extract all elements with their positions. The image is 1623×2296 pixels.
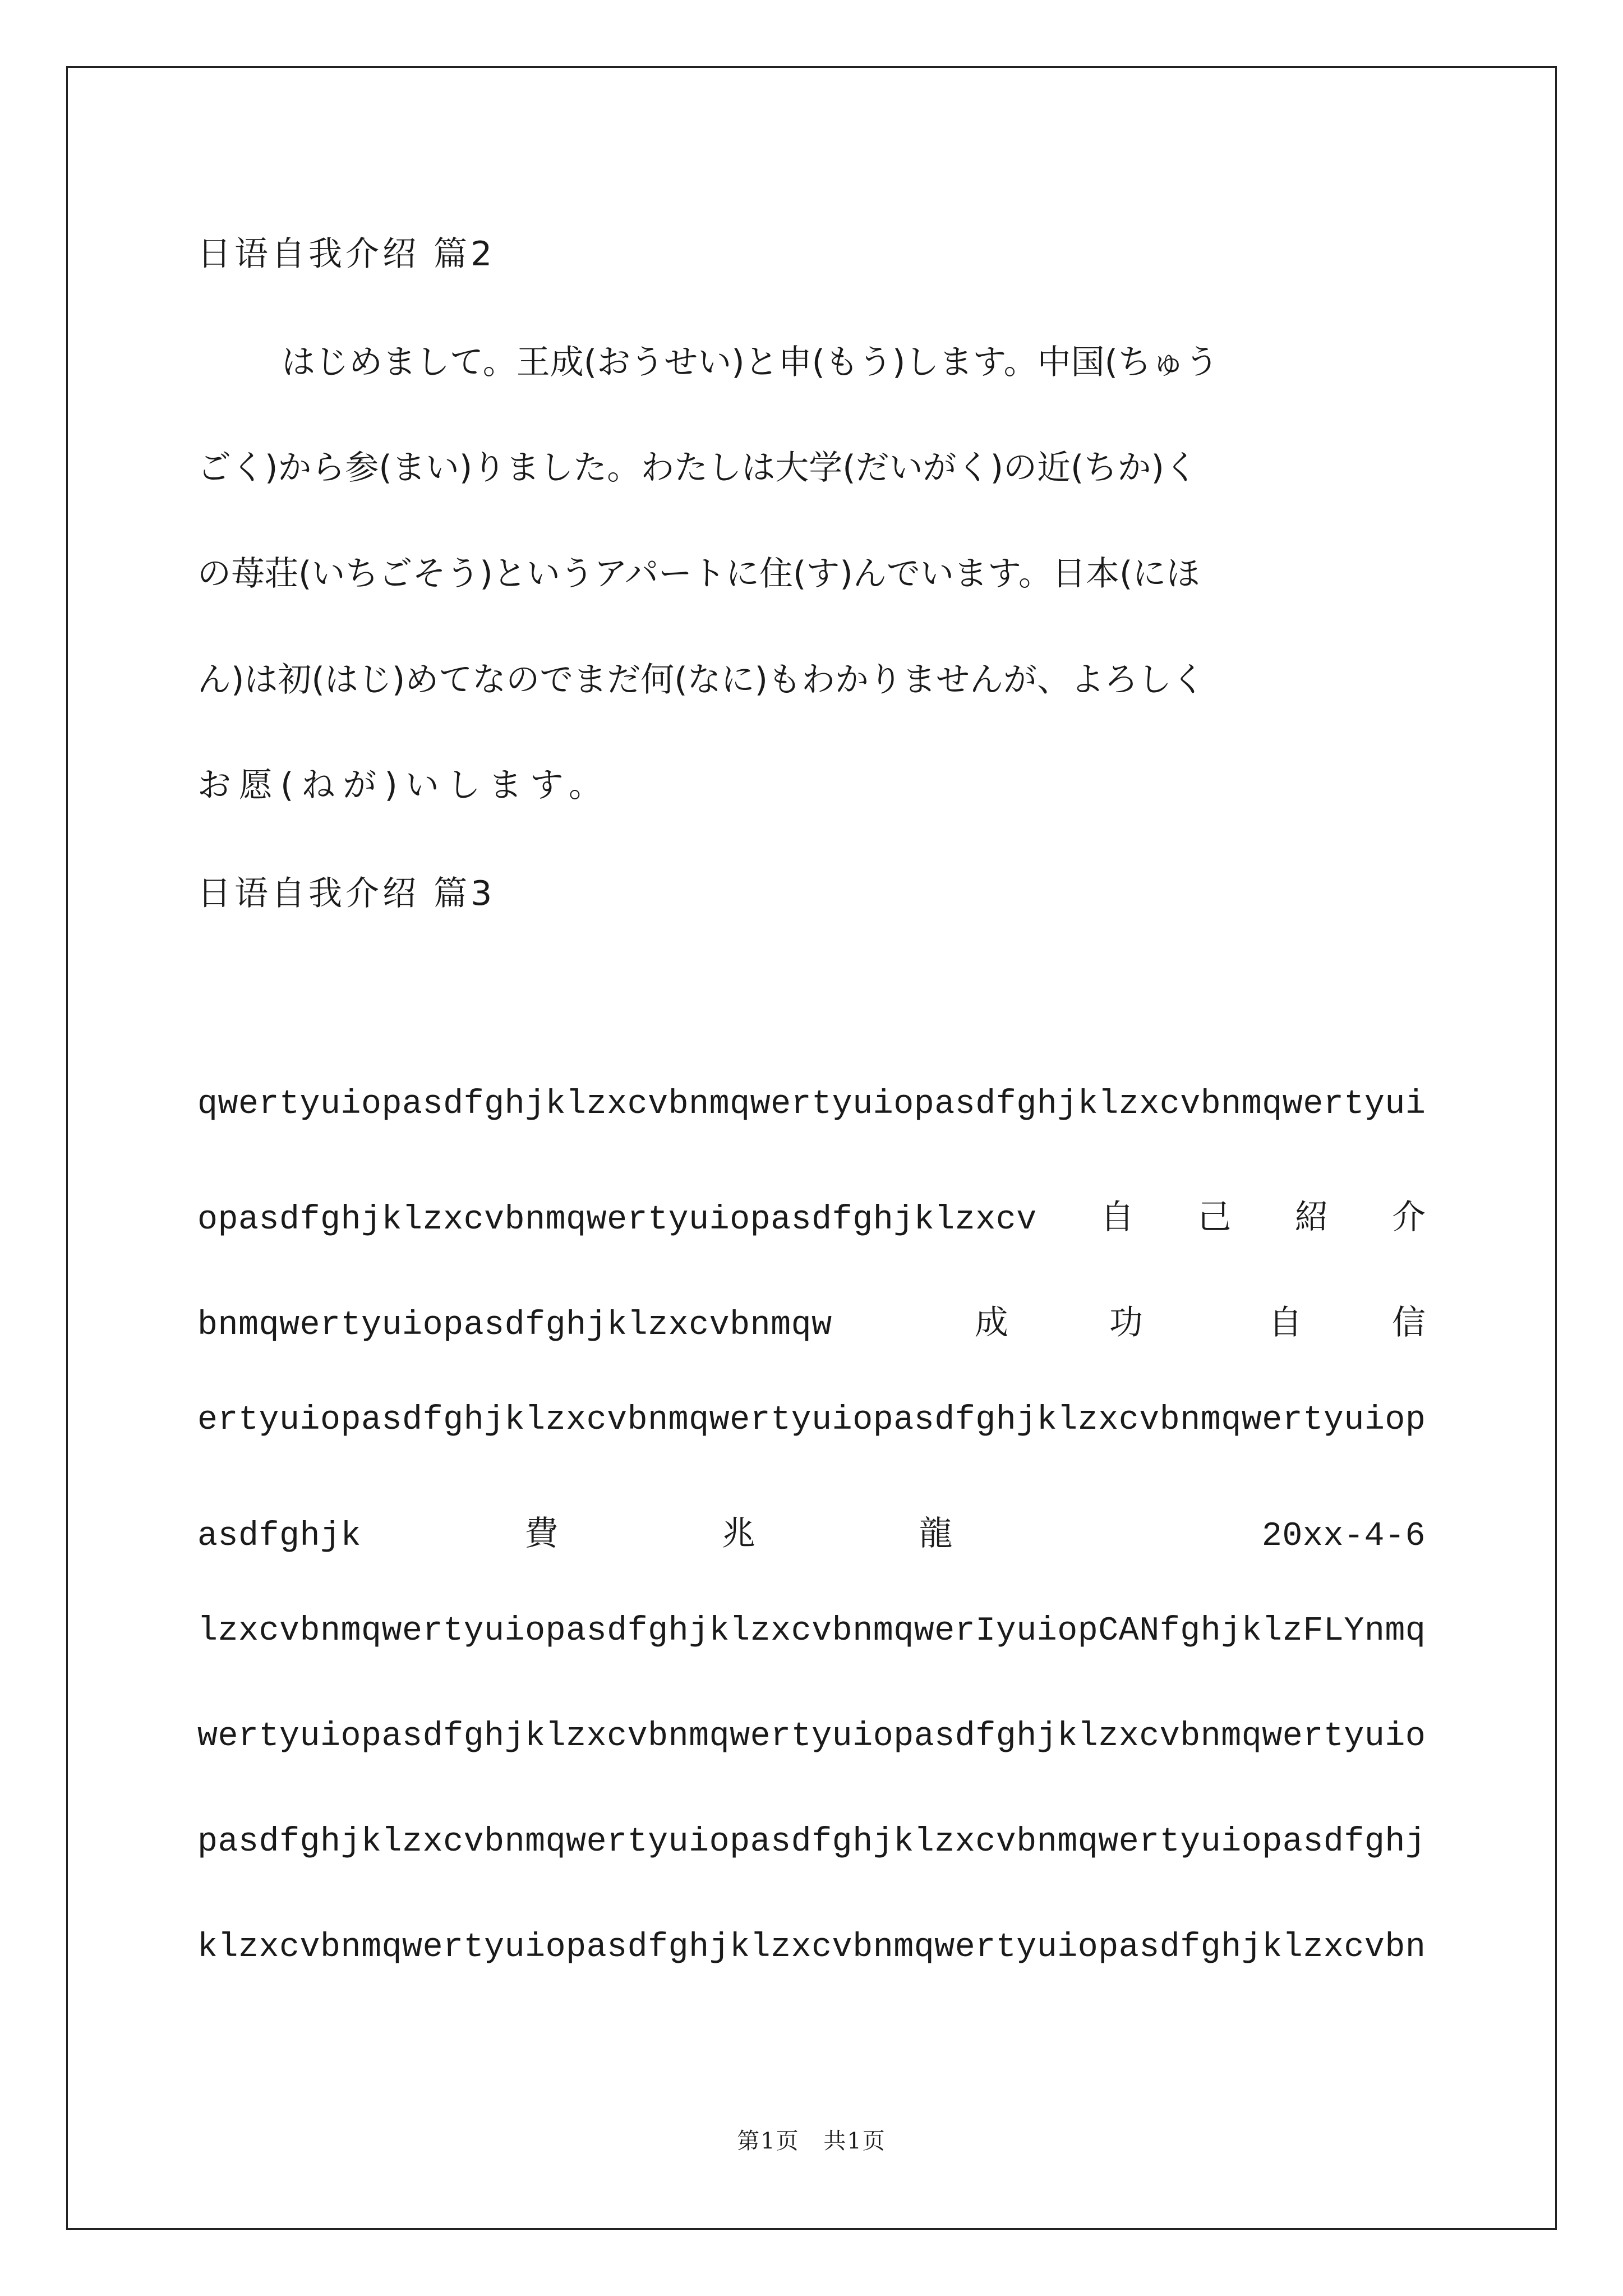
paragraph-line: の苺荘(いちごそう)というアパートに住(す)んでいます。日本(にほ: [197, 554, 1200, 593]
filler-line: [197, 1718, 1426, 1756]
filler-line: [197, 1929, 1426, 1967]
filler-text: bnmqwertyuiopasdfghjklzxcvbnmqw: [197, 1306, 832, 1345]
filler-line: [197, 1823, 1426, 1861]
section-heading-2: 日语自我介绍 篇2: [197, 234, 496, 274]
document-date: 20xx-4-6: [1261, 1517, 1426, 1556]
motto-char: 信: [1392, 1303, 1426, 1342]
filler-line-title: [197, 1190, 1426, 1239]
filler-text: lzxcvbnmqwertyuiopasdfghjklzxcvbnmqwerIyuiopCANfghjklzFLYnmq: [197, 1612, 1426, 1650]
paragraph-line: はじめまして。王成(おうせい)と申(もう)します。中国(ちゅう: [282, 343, 1219, 382]
page-footer: [0, 2123, 1623, 2155]
page-total: 共1页: [823, 2128, 886, 2154]
filler-text: pasdfghjklzxcvbnmqwertyuiopasdfghjklzxcvbnmqwertyuiopasdfghj: [197, 1823, 1426, 1861]
motto-group-success: [975, 1296, 1143, 1344]
filler-line-name-date: [197, 1507, 1426, 1556]
title-char: 紹: [1294, 1198, 1329, 1237]
motto-group-confidence: [1269, 1296, 1426, 1344]
filler-text: opasdfghjklzxcvbnmqwertyuiopasdfghjklzxcv: [197, 1201, 1037, 1239]
filler-text: qwertyuiopasdfghjklzxcvbnmqwertyuiopasdfghjklzxcvbnmqwertyui: [197, 1085, 1426, 1124]
author-name-char: 龍: [919, 1514, 953, 1553]
page-border: [66, 66, 1557, 2230]
motto-char: 功: [1109, 1303, 1143, 1342]
title-char: 介: [1392, 1198, 1426, 1237]
motto-char: 自: [1269, 1303, 1302, 1342]
motto-char: 成: [974, 1303, 1008, 1342]
paragraph-line: ごく)から参(まい)りました。わたしは大学(だいがく)の近(ちか)く: [197, 448, 1198, 487]
filler-text: wertyuiopasdfghjklzxcvbnmqwertyuiopasdfghjklzxcvbnmqwertyuio: [197, 1718, 1426, 1756]
filler-text: ertyuiopasdfghjklzxcvbnmqwertyuiopasdfghjklzxcvbnmqwertyuiop: [197, 1401, 1426, 1439]
filler-line: [197, 1612, 1426, 1650]
filler-line-motto: [197, 1296, 1426, 1345]
filler-line: [197, 1401, 1426, 1439]
section-heading-3: 日语自我介绍 篇3: [197, 874, 496, 913]
filler-text: klzxcvbnmqwertyuiopasdfghjklzxcvbnmqwertyuiopasdfghjklzxcvbn: [197, 1929, 1426, 1967]
page-number: 第1页: [737, 2128, 800, 2154]
title-char: 己: [1197, 1198, 1232, 1237]
paragraph-line: お愿(ねが)いします。: [197, 766, 611, 805]
filler-text: asdfghjk: [197, 1517, 362, 1556]
author-name-char: 兆: [721, 1514, 755, 1553]
filler-line: [197, 1085, 1426, 1124]
paragraph-line: ん)は初(はじ)めてなのでまだ何(なに)もわかりませんが、よろしく: [197, 660, 1206, 700]
title-char: 自: [1100, 1198, 1135, 1237]
author-name-char: 費: [524, 1514, 559, 1553]
